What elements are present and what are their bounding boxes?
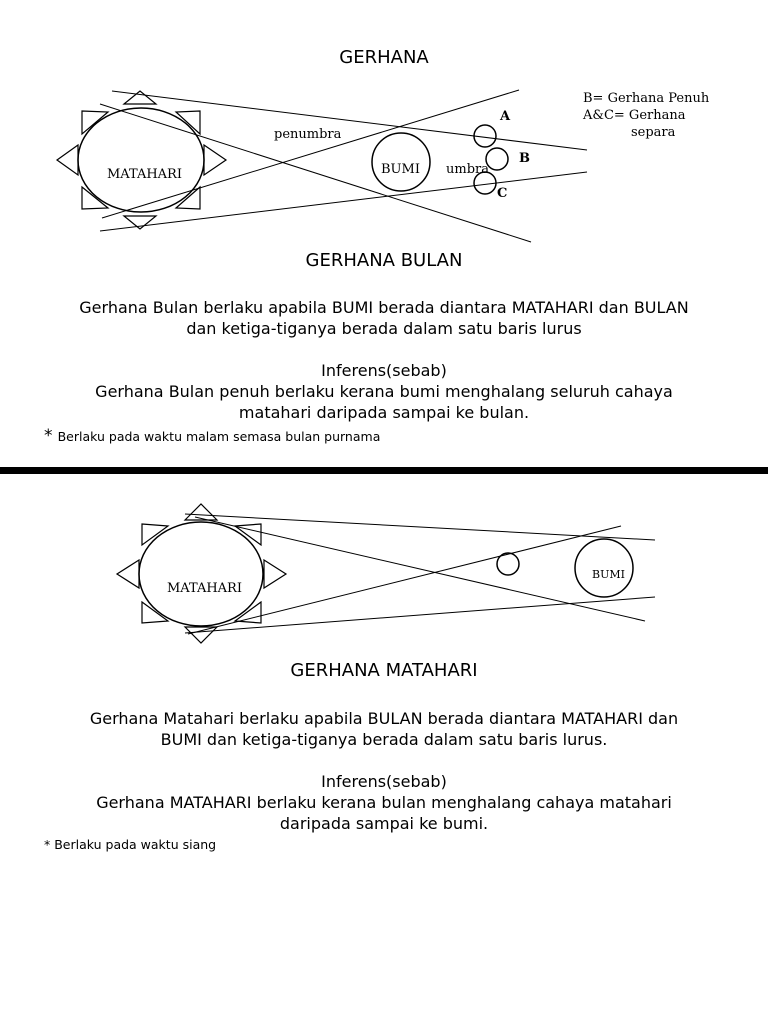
sun-ray-bottom-right <box>235 602 261 623</box>
lunar-eclipse-definition <box>10 297 758 339</box>
shadow-lines <box>185 514 655 634</box>
earth-label: BUMI <box>381 162 420 177</box>
section-divider <box>0 467 768 474</box>
umbra-label: umbra <box>446 162 489 177</box>
lunar-inference-heading: Inferens(sebab) <box>321 361 447 380</box>
sun-label: MATAHARI <box>167 581 242 596</box>
sun-ray-top-left <box>82 111 108 134</box>
solar-definition-line-2: BUMI dan ketiga-tiganya berada dalam satu baris lurus. <box>160 730 608 749</box>
legend-partial-eclipse: A&C= Gerhana <box>583 108 686 123</box>
solar-eclipse-diagram <box>0 480 768 660</box>
lunar-eclipse-inference <box>10 360 758 423</box>
moon-b-circle <box>486 148 508 170</box>
lunar-definition-line-2: dan ketiga-tiganya berada dalam satu baris lurus <box>186 319 582 338</box>
lunar-note-star: * <box>44 426 53 446</box>
legend-partial-eclipse-cont: separa <box>631 125 676 140</box>
solar-eclipse-definition <box>10 708 758 750</box>
solar-definition-line-1: Gerhana Matahari berlaku apabila BULAN berada diantara MATAHARI dan <box>89 709 679 728</box>
sun-ray-bottom-left <box>82 187 108 209</box>
page-title: GERHANA <box>339 47 429 68</box>
sun-ray-bottom-left <box>142 602 168 623</box>
sun-ray-top-right <box>176 111 200 134</box>
moon-a-label: A <box>500 109 511 124</box>
solar-eclipse-note: * Berlaku pada waktu siang <box>44 837 217 852</box>
moon-b-label: B <box>519 151 530 166</box>
sun-rays <box>117 504 286 643</box>
lunar-definition-line-1: Gerhana Bulan berlaku apabila BUMI berada diantara MATAHARI dan BULAN <box>79 298 689 317</box>
sun-ray-bottom-right <box>176 187 200 209</box>
sun-ray-bottom <box>185 627 217 643</box>
sun-ray-right <box>264 560 286 588</box>
lunar-inference-line-2: matahari daripada sampai ke bulan. <box>238 403 530 422</box>
earth-label: BUMI <box>592 568 625 581</box>
sun-ray-top <box>185 504 217 520</box>
lunar-eclipse-heading: GERHANA BULAN <box>305 250 463 271</box>
lunar-eclipse-note <box>44 426 380 446</box>
sun-ray-top-left <box>142 524 168 545</box>
shadow-lines <box>100 90 587 242</box>
sun-rays <box>57 91 226 229</box>
sun-ray-right <box>204 145 226 175</box>
solar-eclipse-inference <box>10 771 758 834</box>
lunar-eclipse-diagram <box>0 0 768 250</box>
sun-label: MATAHARI <box>107 167 182 182</box>
legend-total-eclipse: B= Gerhana Penuh <box>583 91 710 106</box>
solar-inference-line-2: daripada sampai ke bumi. <box>279 814 489 833</box>
sun-circle <box>139 522 263 626</box>
moon-c-label: C <box>497 186 508 201</box>
sun-ray-left <box>57 145 78 175</box>
lunar-note-text: Berlaku pada waktu malam semasa bulan purnama <box>57 429 381 444</box>
solar-eclipse-heading: GERHANA MATAHARI <box>290 660 478 681</box>
sun-circle <box>78 108 204 212</box>
lunar-inference-line-1: Gerhana Bulan penuh berlaku kerana bumi menghalang seluruh cahaya <box>95 382 673 401</box>
solar-inference-heading: Inferens(sebab) <box>321 772 447 791</box>
solar-inference-line-1: Gerhana MATAHARI berlaku kerana bulan menghalang cahaya matahari <box>96 793 672 812</box>
sun-ray-left <box>117 560 139 588</box>
penumbra-label: penumbra <box>274 127 342 142</box>
